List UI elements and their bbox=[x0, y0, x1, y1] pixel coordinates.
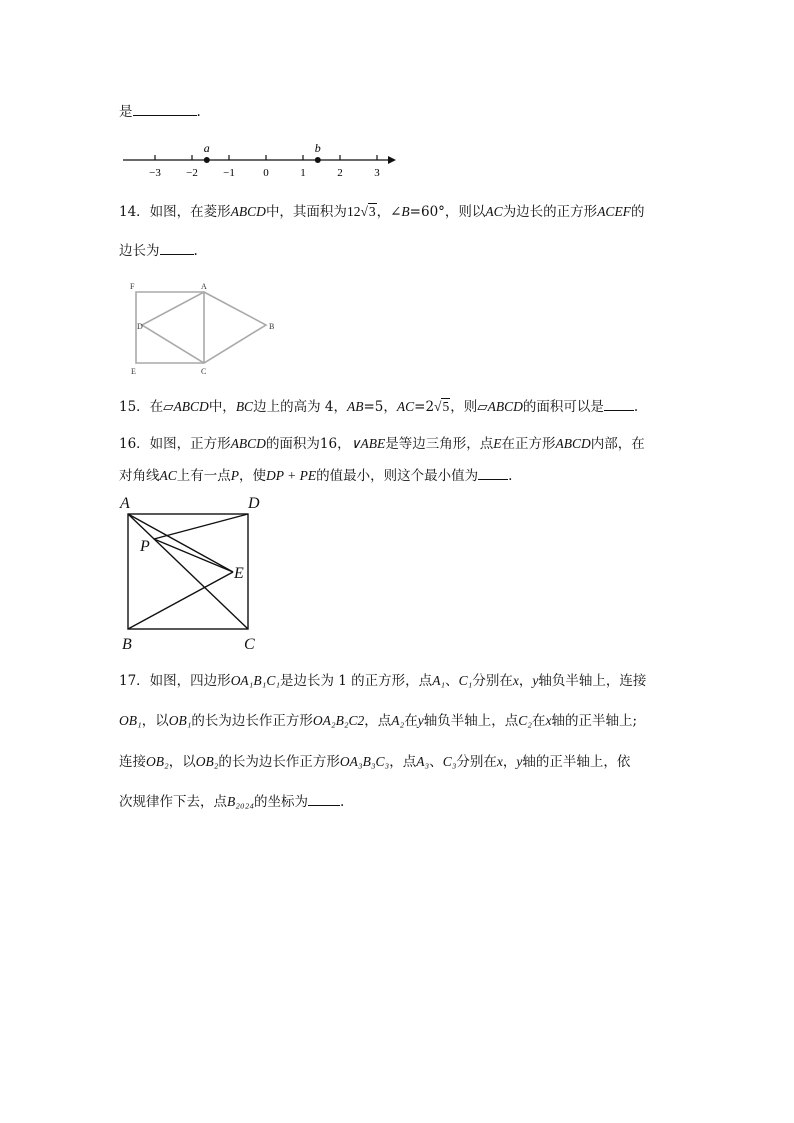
rhombus-square-figure bbox=[128, 280, 288, 380]
label-c: C bbox=[244, 636, 255, 653]
point-a-label: a bbox=[203, 141, 210, 155]
label-b: B bbox=[269, 322, 275, 331]
q17-line4: 次规律作下去，点B₂₀₂₄的坐标为 . bbox=[119, 794, 345, 810]
tick-label: 1 bbox=[300, 167, 306, 179]
point-b bbox=[315, 157, 321, 163]
answer-blank bbox=[604, 398, 634, 411]
label-e: E bbox=[234, 565, 244, 582]
label-a: A bbox=[201, 282, 207, 291]
tick-label: −3 bbox=[149, 167, 161, 179]
label-d: D bbox=[248, 495, 260, 512]
q13-tail-line: 是 . bbox=[119, 104, 201, 120]
number-line-figure bbox=[118, 142, 408, 182]
answer-blank bbox=[133, 103, 197, 116]
label-b: B bbox=[122, 636, 132, 653]
q14-line2: 边长为 . bbox=[119, 243, 198, 259]
tick-label: 2 bbox=[337, 167, 343, 179]
tick-label: 3 bbox=[374, 167, 380, 179]
q14-line1: 14．如图，在菱形ABCD中，其面积为12√3，∠B=60°，则以AC为边长的正方形ACEF的 bbox=[119, 204, 645, 220]
q17-line1: 17．如图，四边形OA₁B₁C₁是边长为 1 的正方形，点A₁、C₁分别在x，y轴负半轴上，连接 bbox=[119, 673, 647, 689]
label-p: P bbox=[140, 538, 150, 555]
q16-line1: 16．如图，正方形ABCD的面积为16，∨ABE是等边三角形，点E在正方形ABCD内部，在 bbox=[119, 436, 645, 452]
answer-blank bbox=[160, 242, 194, 255]
tick-label: −1 bbox=[223, 167, 235, 179]
point-b-label: b bbox=[314, 141, 321, 155]
segment-pe bbox=[154, 539, 233, 572]
number-line-arrow bbox=[388, 156, 396, 164]
square-triangle-figure bbox=[118, 493, 278, 653]
point-a bbox=[204, 157, 210, 163]
answer-blank bbox=[478, 467, 508, 480]
q16-line2: 对角线AC上有一点P，使DP + PE的值最小，则这个最小值为 . bbox=[119, 468, 513, 484]
label-d: D bbox=[137, 322, 143, 331]
q17-line3: 连接OB₂，以OB₂的长为边长作正方形OA₃B₃C₃，点A₃、C₃分别在x，y轴的正半轴上，依 bbox=[119, 754, 631, 770]
q14-area-value: 12√3 bbox=[346, 204, 376, 219]
tick-label: −2 bbox=[186, 167, 198, 179]
tick-label: 0 bbox=[263, 167, 269, 179]
label-f: F bbox=[130, 282, 135, 291]
answer-blank bbox=[308, 793, 340, 806]
label-a: A bbox=[120, 495, 130, 512]
q17-line2: OB₁，以OB₁的长为边长作正方形OA₂B₂C2，点A₂在y轴负半轴上，点C₂在x轴的正半轴上; bbox=[119, 713, 638, 729]
q15-line: 15．在▱ABCD中，BC边上的高为 4，AB=5，AC=2√5，则▱ABCD的面积可以是 . bbox=[119, 399, 639, 415]
label-e: E bbox=[131, 367, 136, 376]
segment-pd bbox=[154, 514, 248, 539]
label-c: C bbox=[201, 367, 207, 376]
